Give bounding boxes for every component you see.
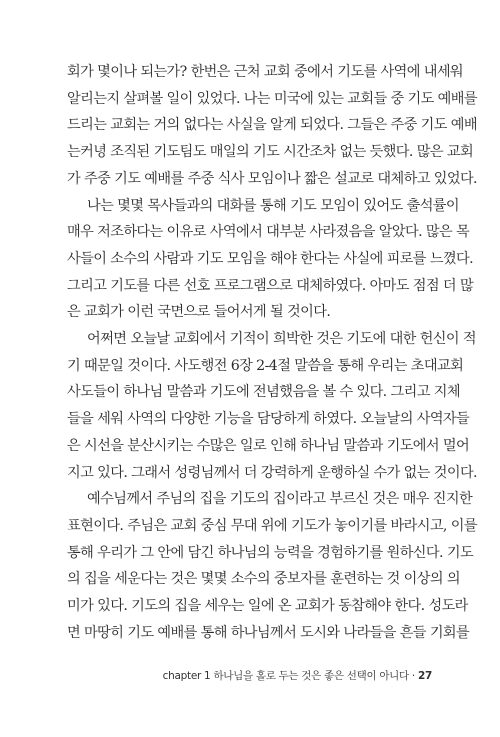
body-line: 회가 몇이나 되는가? 한번은 근처 교회 중에서 기도를 사역에 내세워 [67,64,464,80]
paragraph-first-line: 나는 몇몇 목사들과의 대화를 통해 기도 모임이 있어도 출석률이 [87,197,460,214]
running-head: chapter 1 하나님을 홀로 두는 것은 좋은 선택이 아니다 · [162,670,415,682]
body-line: 기 때문일 것이다. 사도행전 6장 2-4절 말씀을 통해 우리는 초대교회 [67,357,464,374]
body-line: 매우 저조하다는 이유로 사역에서 대부분 사라졌음을 알았다. 많은 목 [67,224,470,241]
body-line: 는커녕 조직된 기도팀도 매일의 기도 시간조차 없는 듯했다. 많은 교회 [67,144,474,161]
page-footer [163,668,432,683]
body-line: 면 마땅히 기도 예배를 통해 하나님께서 도시와 나라들을 흔들 기회를 [67,624,470,641]
body-line: 지고 있다. 그래서 성령님께서 더 강력하게 운행하실 수가 없는 것이다. [67,464,477,481]
body-line: 의 집을 세운다는 것은 몇몇 소수의 중보자를 훈련하는 것 이상의 의 [67,571,460,588]
paragraph-last-line: 은 교회가 이런 국면으로 들어서게 될 것이다. [67,304,331,321]
body-line: 사도들이 하나님 말씀과 기도에 전념했음을 볼 수 있다. 그리고 지체 [67,384,460,401]
body-line: 그리고 기도를 다른 선호 프로그램으로 대체하였다. 아마도 점점 더 많 [67,277,474,294]
body-line: 들을 세워 사역의 다양한 기능을 담당하게 하였다. 오늘날의 사역자들 [67,411,470,428]
paragraph-first-line: 어쩌면 오늘날 교회에서 기적이 희박한 것은 기도에 대한 헌신이 적 [87,331,477,347]
page-number: 27 [417,670,432,682]
body-line: 통해 우리가 그 안에 담긴 하나님의 능력을 경험하기를 원하신다. 기도 [67,544,474,561]
body-line: 가 주중 기도 예배를 주중 식사 모임이나 짧은 설교로 대체하고 있었다. [67,170,477,187]
body-line: 드리는 교회는 거의 없다는 사실을 알게 되었다. 그들은 주중 기도 예배 [67,117,477,134]
paragraph-first-line: 예수님께서 주님의 집을 기도의 집이라고 부르신 것은 매우 진지한 [87,491,473,508]
body-line: 사들이 소수의 사람과 기도 모임을 해야 한다는 사실에 피로를 느꼈다. [67,250,474,267]
body-line: 표현이다. 주님은 교회 중심 무대 위에 기도가 놓이기를 바라시고, 이를 [67,517,477,534]
body-line: 알리는지 살펴볼 일이 있었다. 나는 미국에 있는 교회들 중 기도 예배를 [67,90,477,107]
body-line: 미가 있다. 기도의 집을 세우는 일에 온 교회가 동참해야 한다. 성도라 [67,598,468,614]
body-line: 은 시선을 분산시키는 수많은 일로 인해 하나님 말씀과 기도에서 멀어 [67,437,470,454]
